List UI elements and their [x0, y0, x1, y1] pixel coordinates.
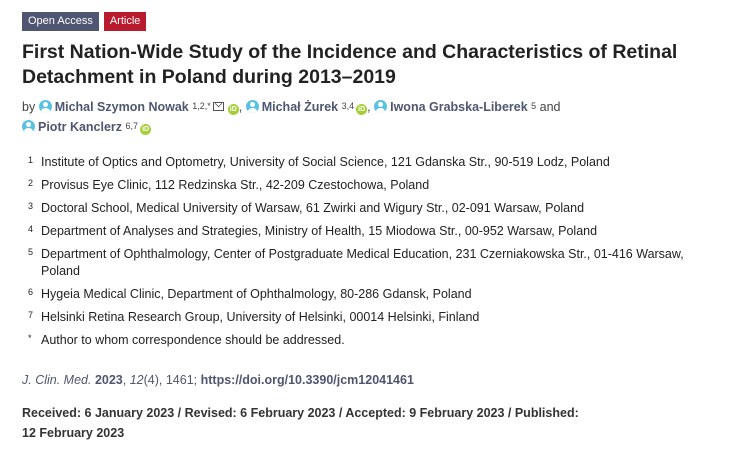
affiliation-item	[28, 286, 722, 303]
open-access-badge[interactable]: Open Access	[22, 12, 99, 31]
author-affiliation-sup: 3,4	[341, 101, 355, 111]
affiliation-number: 1	[28, 155, 34, 165]
affiliation-item	[28, 246, 722, 280]
author-separator-and: and	[539, 100, 561, 114]
author-separator: ,	[367, 100, 371, 114]
affiliation-number: 7	[28, 310, 34, 320]
citation-line: J. Clin. Med. 2023, 12(4), 1461; https://doi.org/10.3390/jcm12041461	[22, 373, 414, 387]
affiliation-item	[28, 309, 722, 326]
article-type-badge: Article	[104, 12, 147, 31]
affiliation-item	[28, 200, 722, 217]
publication-dates: Received: 6 January 2023 / Revised: 6 February 2023 / Accepted: 9 February 2023 / Published: 12 February 2023	[22, 406, 579, 440]
person-icon[interactable]	[374, 100, 387, 113]
orcid-icon[interactable]: iD	[142, 126, 150, 133]
affiliation-text: Department of Analyses and Strategies, Ministry of Health, 15 Miodowa Str., 00-952 Warsaw, Poland	[41, 224, 598, 238]
by-label: by	[22, 100, 36, 114]
affiliation-item	[28, 177, 722, 194]
citation-year: 2023	[94, 373, 123, 387]
affiliation-text: Author to whom correspondence should be addressed.	[41, 333, 345, 347]
author-link[interactable]: Piotr Kanclerz	[38, 120, 123, 134]
affiliation-list	[22, 154, 722, 349]
affiliation-number: 4	[28, 224, 34, 234]
affiliation-text: Department of Ophthalmology, Center of Postgraduate Medical Education, 231 Czerniakowska Str., 01-416 Warsaw, Poland	[41, 247, 684, 278]
affiliation-item	[28, 154, 722, 171]
orcid-icon[interactable]: iD	[229, 106, 237, 113]
person-icon[interactable]	[22, 120, 35, 133]
affiliation-text: Provisus Eye Clinic, 112 Redzinska Str., 42-209 Czestochowa, Poland	[41, 178, 430, 192]
doi-link[interactable]: https://doi.org/10.3390/jcm12041461	[200, 373, 414, 387]
journal-name: J. Clin. Med.	[22, 373, 92, 387]
author-affiliation-sup: 6,7	[125, 121, 139, 131]
affiliation-text: Doctoral School, Medical University of Warsaw, 61 Zwirki and Wigury Str., 02-091 Warsaw, Poland	[41, 201, 585, 215]
orcid-icon[interactable]: iD	[358, 106, 366, 113]
affiliation-number: 5	[28, 247, 34, 257]
author-list	[22, 97, 722, 137]
person-icon[interactable]	[39, 100, 52, 113]
author-affiliation-sup: 1,2,*	[192, 101, 211, 111]
affiliation-number: 6	[28, 287, 34, 297]
article-title: First Nation-Wide Study of the Incidence and Characteristics of Retinal Detachment in Poland during 2013–2019	[22, 41, 678, 88]
author-separator: ,	[238, 100, 243, 114]
affiliation-number: 2	[28, 178, 34, 188]
affiliation-number: *	[28, 333, 32, 343]
article-header	[22, 12, 722, 443]
affiliation-text: Institute of Optics and Optometry, University of Social Science, 121 Gdanska Str., 90-519 Lodz, Poland	[41, 155, 610, 169]
author-link[interactable]: Michał Żurek	[261, 100, 339, 114]
correspondence-note	[28, 332, 722, 349]
affiliation-item	[28, 223, 722, 240]
author-affiliation-sup: 5	[531, 101, 537, 111]
affiliation-text: Hygeia Medical Clinic, Department of Ophthalmology, 80-286 Gdansk, Poland	[41, 287, 472, 301]
author-link[interactable]: Iwona Grabska-Liberek	[390, 100, 528, 114]
badge-row	[22, 12, 722, 31]
citation-issue: (4)	[143, 373, 159, 387]
mail-icon[interactable]	[213, 102, 224, 111]
author-link[interactable]: Michal Szymon Nowak	[54, 100, 189, 114]
affiliation-number: 3	[28, 201, 34, 211]
person-icon[interactable]	[246, 100, 259, 113]
affiliation-text: Helsinki Retina Research Group, University of Helsinki, 00014 Helsinki, Finland	[41, 310, 480, 324]
citation-page: , 1461;	[158, 373, 201, 387]
citation-volume: 12	[129, 373, 144, 387]
